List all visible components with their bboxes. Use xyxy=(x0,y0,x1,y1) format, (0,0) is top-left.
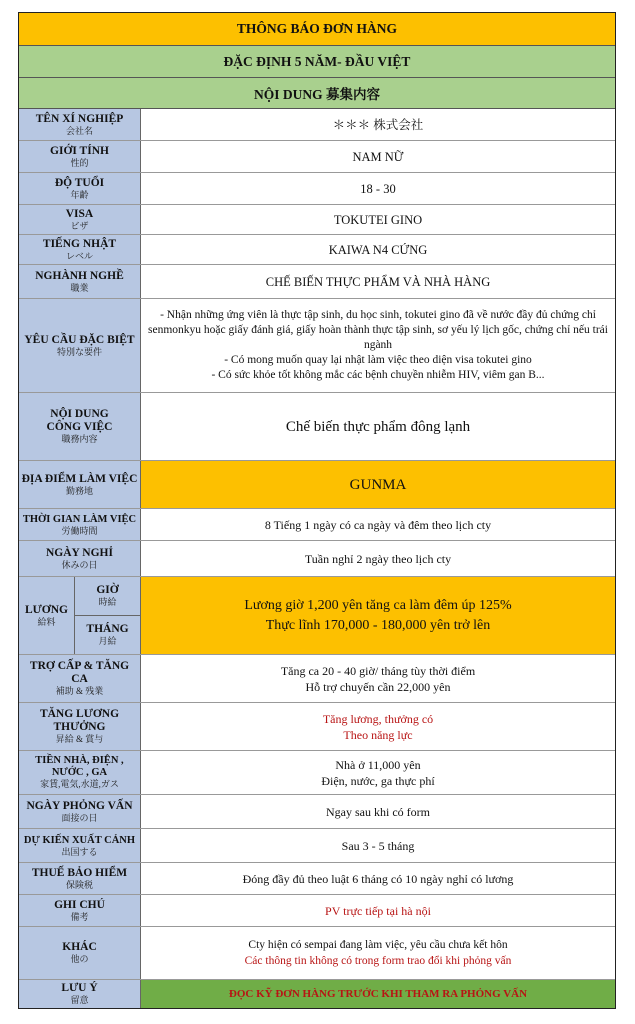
page-title: THÔNG BÁO ĐƠN HÀNG xyxy=(236,21,398,36)
caution-label: LƯU Ý 留意 xyxy=(19,980,141,1008)
job-value: Chế biến thực phẩm đông lạnh xyxy=(285,418,471,435)
section-band xyxy=(19,78,615,109)
salary-month-label: THÁNG 月給 xyxy=(86,623,129,646)
location-value: GUNMA xyxy=(141,461,615,508)
other-label: KHÁC 他の xyxy=(19,927,141,979)
row-gender xyxy=(19,141,615,173)
hours-value: 8 Tiếng 1 ngày có ca ngày và đêm theo lịch cty xyxy=(264,517,492,532)
allowance-value: Tăng ca 20 - 40 giờ/ tháng tùy thời điểm Hỗ trợ chuyến cần 22,000 yên xyxy=(280,663,476,694)
note-label: GHI CHÚ 備考 xyxy=(19,895,141,926)
requirements-label: YÊU CẦU ĐẶC BIỆT 特別な要件 xyxy=(19,299,141,392)
age-value: 18 - 30 xyxy=(360,181,396,196)
row-housing xyxy=(19,751,615,795)
row-japanese xyxy=(19,235,615,265)
row-age xyxy=(19,173,615,205)
hours-label: THỜI GIAN LÀM VIỆC 労働時間 xyxy=(19,509,141,540)
salary-line-2: Thực lĩnh 170,000 - 180,000 yên trở lên xyxy=(265,617,491,633)
salary-sub-labels xyxy=(75,577,140,654)
row-allowance xyxy=(19,655,615,703)
job-order-sheet xyxy=(18,12,616,1009)
requirements-value xyxy=(141,299,615,392)
company-value: ＊＊＊ 株式会社 xyxy=(332,117,424,132)
gender-label: GIỚI TÍNH 性的 xyxy=(19,141,141,172)
visa-value: TOKUTEI GINO xyxy=(333,212,423,227)
housing-label: TIỀN NHÀ, ĐIỆN , NƯỚC , GA 家賃,電気,水道,ガス xyxy=(19,751,141,794)
row-note xyxy=(19,895,615,927)
row-requirements xyxy=(19,299,615,393)
row-caution xyxy=(19,980,615,1008)
allowance-label: TRỢ CẤP & TĂNG CA 補助 & 残業 xyxy=(19,655,141,702)
salary-line-1: Lương giờ 1,200 yên tăng ca làm đêm úp 125% xyxy=(244,597,512,613)
row-insurance xyxy=(19,863,615,895)
location-label: ĐỊA ĐIỂM LÀM VIỆC 勤務地 xyxy=(19,461,141,508)
age-label: ĐỘ TUỔI 年齢 xyxy=(19,173,141,204)
japanese-label: TIẾNG NHẬT レベル xyxy=(19,235,141,264)
raise-value: Tăng lương, thưởng có Theo năng lực xyxy=(322,711,434,742)
requirement-line-1: - Nhận những ứng viên là thực tập sinh, du học sinh, tokutei gino đã về nước đầy đủ chứng chỉ senmonkyu hoặc giấy đánh giá, giấy hoàn thành thực tập sinh, sơ yếu lý lịch gốc, chứng chỉ nếu trái ngành xyxy=(148,309,608,351)
insurance-value: Đóng đầy đủ theo luật 6 tháng có 10 ngày nghỉ có lương xyxy=(242,871,514,886)
row-job xyxy=(19,393,615,461)
interview-label: NGÀY PHỎNG VẤN 面接の日 xyxy=(19,795,141,828)
requirement-line-3: - Có sức khỏe tốt không mắc các bệnh chuyền nhiễm HIV, viêm gan B... xyxy=(211,369,545,381)
departure-value: Sau 3 - 5 tháng xyxy=(341,838,415,853)
row-raise xyxy=(19,703,615,751)
row-company xyxy=(19,109,615,141)
caution-value: ĐỌC KỸ ĐƠN HÀNG TRƯỚC KHI THAM RA PHỎNG VẤN xyxy=(141,980,615,1008)
row-visa xyxy=(19,205,615,235)
requirement-line-2: - Có mong muốn quay lại nhật làm việc theo diện visa tokutei gino xyxy=(224,354,532,366)
gender-value: NAM NỮ xyxy=(352,149,404,164)
row-industry xyxy=(19,265,615,299)
salary-label xyxy=(19,577,141,654)
section-title: NỘI DUNG 募集内容 xyxy=(253,87,380,102)
holiday-label: NGÀY NGHỈ 休みの日 xyxy=(19,541,141,576)
holiday-value: Tuần nghỉ 2 ngày theo lịch cty xyxy=(304,551,452,566)
other-value: Cty hiện có sempai đang làm việc, yêu cầu chưa kết hôn Các thông tin không có trong form trao đổi khi phỏng vấn xyxy=(244,939,512,967)
row-hours xyxy=(19,509,615,541)
industry-label: NGHÀNH NGHỀ 職業 xyxy=(19,265,141,298)
salary-value xyxy=(141,577,615,654)
row-holiday xyxy=(19,541,615,577)
visa-label: VISA ビザ xyxy=(19,205,141,234)
japanese-value: KAIWA N4 CỨNG xyxy=(328,242,428,257)
job-label: NỘI DUNG CÔNG VIỆC 職務内容 xyxy=(19,393,141,460)
row-location xyxy=(19,461,615,509)
row-departure xyxy=(19,829,615,863)
insurance-label: THUẾ BẢO HIỂM 保険税 xyxy=(19,863,141,894)
row-interview xyxy=(19,795,615,829)
salary-hour-label: GIỜ 時給 xyxy=(75,577,140,616)
housing-value: Nhà ở 11,000 yên Điện, nước, ga thực phí xyxy=(321,757,435,788)
salary-main-label: LƯƠNG 給料 xyxy=(19,577,75,654)
page-subtitle: ĐẶC ĐỊNH 5 NĂM- ĐẦU VIỆT xyxy=(223,53,411,69)
raise-label: TĂNG LƯƠNG THƯỞNG 昇給 & 賞与 xyxy=(19,703,141,750)
industry-value: CHẾ BIẾN THỰC PHẨM VÀ NHÀ HÀNG xyxy=(265,274,491,289)
subtitle-band xyxy=(19,46,615,78)
row-other xyxy=(19,927,615,980)
note-value: PV trực tiếp tại hà nội xyxy=(325,903,431,918)
company-label: TÊN XÍ NGHIỆP 会社名 xyxy=(19,109,141,140)
row-salary xyxy=(19,577,615,655)
interview-value: Ngay sau khi có form xyxy=(326,804,430,819)
departure-label: DỰ KIẾN XUẤT CẢNH 出国する xyxy=(19,829,141,862)
title-band xyxy=(19,13,615,46)
